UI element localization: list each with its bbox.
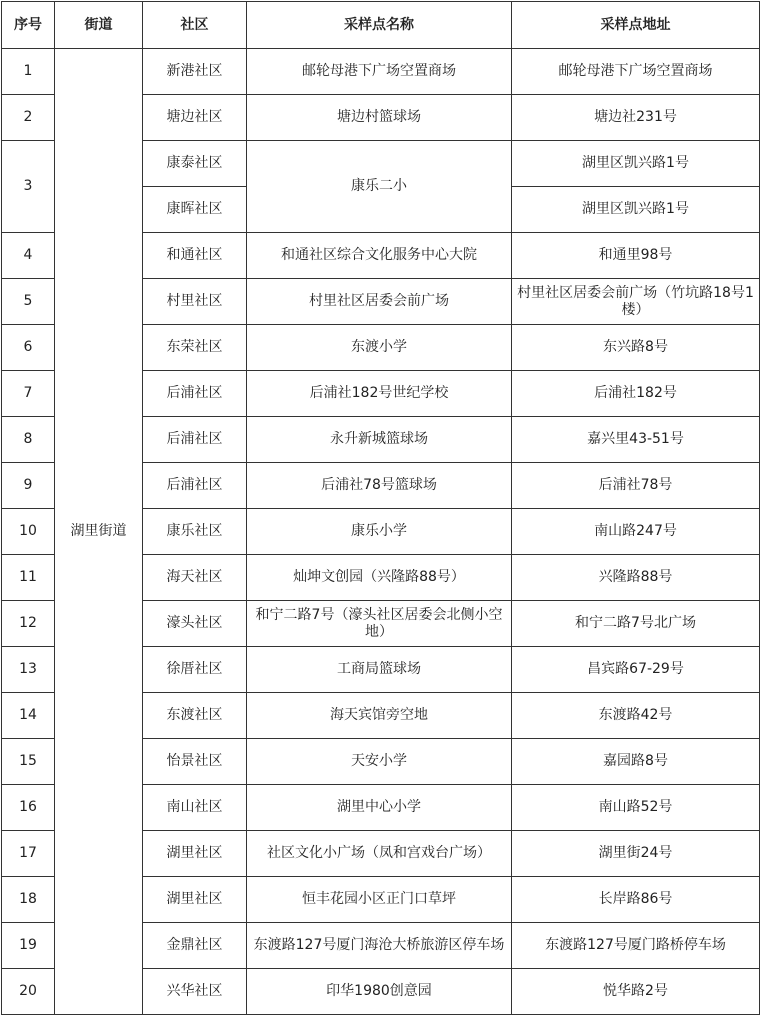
row-index: 17 [2, 831, 55, 877]
row-community: 南山社区 [143, 785, 247, 831]
row-index: 5 [2, 279, 55, 325]
row-site-name: 后浦社182号世纪学校 [247, 371, 512, 417]
row-address: 村里社区居委会前广场（竹坑路18号1楼） [512, 279, 760, 325]
row-site-name: 工商局篮球场 [247, 647, 512, 693]
row-site-name: 湖里中心小学 [247, 785, 512, 831]
row-address: 嘉兴里43-51号 [512, 417, 760, 463]
row-address: 东渡路42号 [512, 693, 760, 739]
row-community: 和通社区 [143, 233, 247, 279]
row-address: 后浦社78号 [512, 463, 760, 509]
row-address: 湖里区凯兴路1号 [512, 187, 760, 233]
row-index: 1 [2, 49, 55, 95]
row-site-name: 印华1980创意园 [247, 969, 512, 1015]
row-site-name: 海天宾馆旁空地 [247, 693, 512, 739]
row-index: 14 [2, 693, 55, 739]
row-address: 塘边社231号 [512, 95, 760, 141]
row-address: 东兴路8号 [512, 325, 760, 371]
header-site-name: 采样点名称 [247, 2, 512, 49]
row-site-name: 康乐小学 [247, 509, 512, 555]
header-index: 序号 [2, 2, 55, 49]
row-community: 濠头社区 [143, 601, 247, 647]
row-index: 2 [2, 95, 55, 141]
row-community: 后浦社区 [143, 417, 247, 463]
row-community: 康乐社区 [143, 509, 247, 555]
row-index: 3 [2, 141, 55, 233]
row-site-name: 永升新城篮球场 [247, 417, 512, 463]
row-site-name: 天安小学 [247, 739, 512, 785]
row-address: 南山路247号 [512, 509, 760, 555]
row-site-name: 东渡路127号厦门海沧大桥旅游区停车场 [247, 923, 512, 969]
row-index: 9 [2, 463, 55, 509]
row-site-name: 社区文化小广场（凤和宫戏台广场） [247, 831, 512, 877]
row-community: 塘边社区 [143, 95, 247, 141]
row-address: 昌宾路67-29号 [512, 647, 760, 693]
row-site-name: 邮轮母港下广场空置商场 [247, 49, 512, 95]
row-index: 8 [2, 417, 55, 463]
row-site-name: 后浦社78号篮球场 [247, 463, 512, 509]
row-address: 嘉园路8号 [512, 739, 760, 785]
row-community: 兴华社区 [143, 969, 247, 1015]
row-community: 金鼎社区 [143, 923, 247, 969]
row-address: 和宁二路7号北广场 [512, 601, 760, 647]
street-name-cell: 湖里街道 [55, 49, 143, 1015]
row-address: 长岸路86号 [512, 877, 760, 923]
row-address: 湖里街24号 [512, 831, 760, 877]
row-site-name: 灿坤文创园（兴隆路88号） [247, 555, 512, 601]
row-community: 新港社区 [143, 49, 247, 95]
row-community: 康泰社区 [143, 141, 247, 187]
row-site-name: 和通社区综合文化服务中心大院 [247, 233, 512, 279]
row-community: 村里社区 [143, 279, 247, 325]
table-header-row [2, 2, 760, 49]
row-index: 6 [2, 325, 55, 371]
row-site-name: 康乐二小 [247, 141, 512, 233]
row-site-name: 和宁二路7号（濠头社区居委会北侧小空地） [247, 601, 512, 647]
row-index: 12 [2, 601, 55, 647]
row-index: 11 [2, 555, 55, 601]
row-index: 10 [2, 509, 55, 555]
table-row [2, 49, 760, 95]
sampling-sites-table [1, 1, 760, 1015]
row-index: 13 [2, 647, 55, 693]
row-address: 邮轮母港下广场空置商场 [512, 49, 760, 95]
row-community: 后浦社区 [143, 371, 247, 417]
row-index: 7 [2, 371, 55, 417]
row-index: 16 [2, 785, 55, 831]
row-index: 15 [2, 739, 55, 785]
row-address: 和通里98号 [512, 233, 760, 279]
row-address: 湖里区凯兴路1号 [512, 141, 760, 187]
row-address: 后浦社182号 [512, 371, 760, 417]
row-community: 湖里社区 [143, 877, 247, 923]
header-site-address: 采样点地址 [512, 2, 760, 49]
row-community: 东荣社区 [143, 325, 247, 371]
row-community: 怡景社区 [143, 739, 247, 785]
row-address: 悦华路2号 [512, 969, 760, 1015]
row-community: 湖里社区 [143, 831, 247, 877]
row-address: 南山路52号 [512, 785, 760, 831]
row-site-name: 村里社区居委会前广场 [247, 279, 512, 325]
row-community: 后浦社区 [143, 463, 247, 509]
row-community: 海天社区 [143, 555, 247, 601]
row-address: 兴隆路88号 [512, 555, 760, 601]
header-community: 社区 [143, 2, 247, 49]
row-site-name: 塘边村篮球场 [247, 95, 512, 141]
row-site-name: 恒丰花园小区正门口草坪 [247, 877, 512, 923]
row-index: 4 [2, 233, 55, 279]
row-community: 康晖社区 [143, 187, 247, 233]
row-address: 东渡路127号厦门路桥停车场 [512, 923, 760, 969]
row-site-name: 东渡小学 [247, 325, 512, 371]
row-index: 19 [2, 923, 55, 969]
row-community: 徐厝社区 [143, 647, 247, 693]
header-street: 街道 [55, 2, 143, 49]
row-index: 18 [2, 877, 55, 923]
row-community: 东渡社区 [143, 693, 247, 739]
row-index: 20 [2, 969, 55, 1015]
